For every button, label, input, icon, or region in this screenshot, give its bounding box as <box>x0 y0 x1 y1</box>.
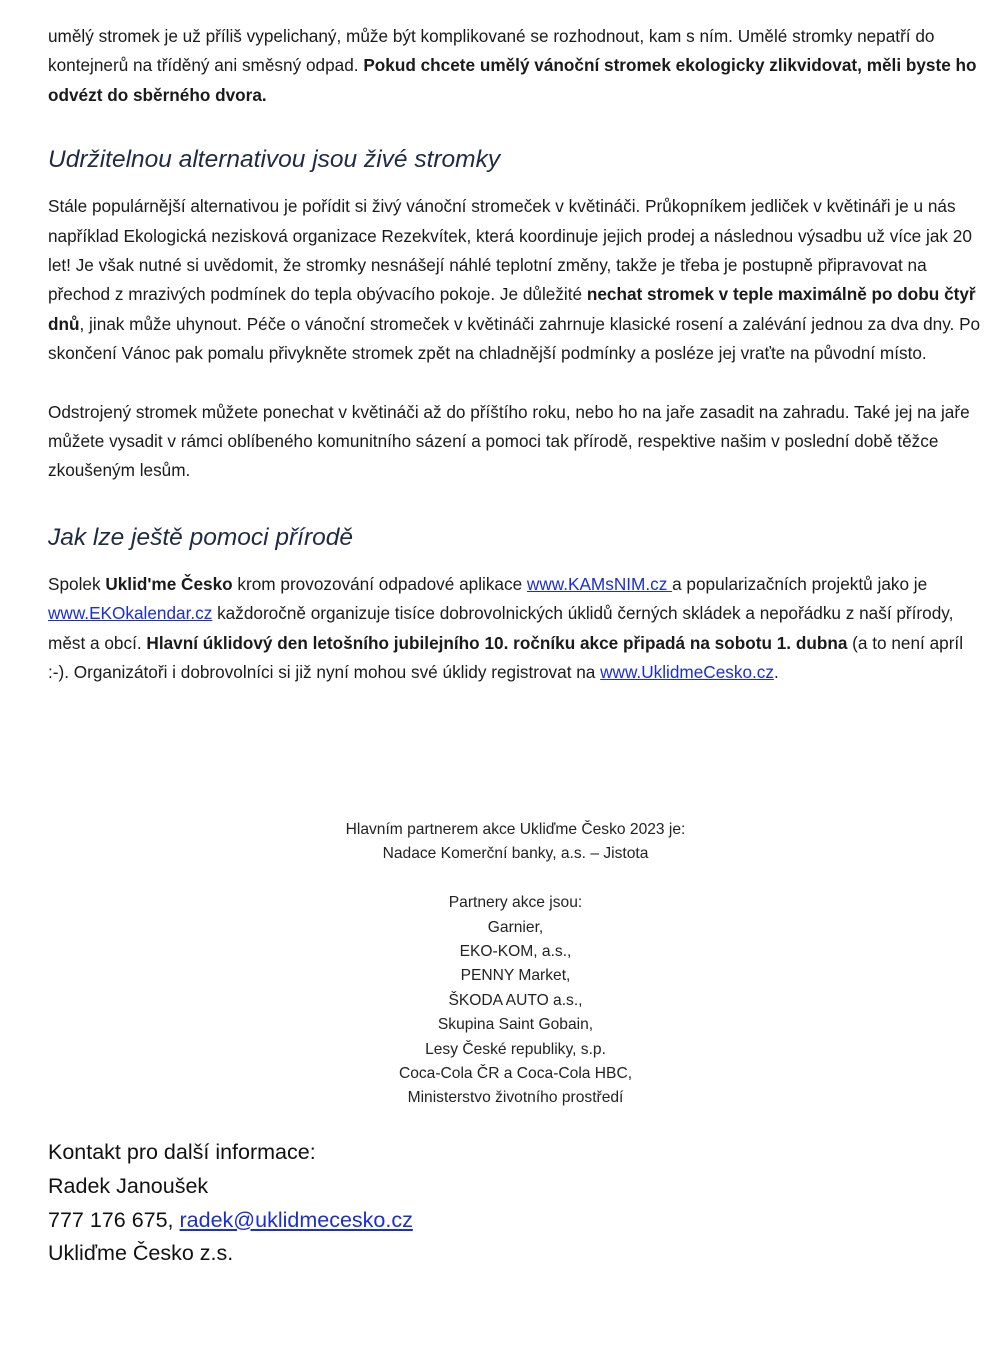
contact-phone: 777 176 675, <box>48 1207 180 1232</box>
partner-item: PENNY Market, <box>460 967 571 985</box>
help-text-1: Spolek <box>48 573 106 594</box>
partner-item: ŠKODA AUTO a.s., <box>448 991 583 1009</box>
article <box>48 22 983 688</box>
partner-item: EKO-KOM, a.s., <box>459 943 572 961</box>
contact-title: Kontakt pro další informace: <box>48 1140 316 1164</box>
live-trees-bold-text: nechat stromek v teple maximálně po dobu čtyř dnů <box>48 284 976 334</box>
ekokalendar-link[interactable]: www.EKOkalendar.cz <box>48 603 213 624</box>
uklidmecesko-link[interactable]: www.UklidmeCesko.cz <box>600 662 774 683</box>
kamsnim-link[interactable]: www.KAMsNIM.cz <box>526 573 673 594</box>
contact-email-link[interactable]: radek@uklidmecesko.cz <box>179 1207 413 1232</box>
spacer <box>0 867 992 891</box>
partner-item: Coca-Cola ČR a Coca-Cola HBC, <box>398 1065 633 1083</box>
partner-item: Skupina Saint Gobain, <box>437 1016 594 1034</box>
live-trees-text-1: Stále populárnější alternativou je pořídit si živý vánoční stromeček v květináči. Průkopníkem jedliček v květináři je u nás například Ekologická nezisková organizace Rezekvítek, která koordinuje jejich prodej a následnou výsadbu už více jak 20 let! Je však nutné si uvědomit, že stromky nesnášejí náhlé teplotní změny, takže je třeba je postupně připravovat na přechod z mrazivých podmínek do tepla obývacího pokoje. Je důležité <box>48 196 972 305</box>
cleanup-day-bold: Hlavní úklidový den letošního jubilejního 10. ročníku akce připadá na sobotu 1. dubna <box>146 632 848 653</box>
main-partner-line-1: Hlavním partnerem akce Ukliďme Česko 2023 je: <box>345 821 686 838</box>
contact-name: Radek Janoušek <box>48 1173 209 1198</box>
section-heading-live-trees: Udržitelnou alternativou jsou živé stromky <box>48 146 501 174</box>
intro-bold-text: Pokud chcete umělý vánoční stromek ekologicky zlikvidovat, měli byste ho odvézt do sběrného dvora. <box>48 55 977 105</box>
main-partner-line-2: Nadace Komerční banky, a.s. – Jistota <box>382 845 649 863</box>
contact-block <box>48 1136 413 1271</box>
help-text-5: (a to není apríl :-). Organizátoři i dobrovolníci si již nyní mohou své úklidy registrovat na <box>48 632 964 683</box>
partner-item: Lesy České republiky, s.p. <box>425 1040 606 1058</box>
contact-organization: Ukliďme Česko z.s. <box>48 1241 234 1266</box>
section-heading-help-nature: Jak lze ještě pomoci přírodě <box>48 523 354 551</box>
partner-item: Garnier, <box>487 918 544 936</box>
partners-block <box>0 818 992 1111</box>
partner-item: Ministerstvo životního prostředí <box>407 1089 624 1107</box>
undecorated-tree-paragraph: Odstrojený stromek můžete ponechat v květináči až do příštího roku, nebo ho na jaře zasadit na zahradu. Také jej na jaře můžete vysadit v rámci oblíbeného komunitního sázení a pomoci tak přírodě, respektive našim v poslední době těžce zkoušeným lesům. <box>48 401 970 481</box>
org-name-bold: Uklid'me Česko <box>105 573 233 594</box>
partners-list-title: Partnery akce jsou: <box>448 894 583 912</box>
help-text-6: . <box>773 662 779 683</box>
live-trees-text-2: , jinak může uhynout. Péče o vánoční stromeček v květináči zahrnuje klasické rosení a zalévání jednou za dva dny. Po skončení Vánoc pak pomalu přivykněte stromek zpět na chladnější podmínky a posléze jej vraťte na původní místo. <box>48 313 981 364</box>
help-text-2: krom provozování odpadové aplikace <box>232 573 527 594</box>
help-text-3: a popularizačních projektů jako je <box>672 573 928 594</box>
intro-paragraph <box>48 22 983 110</box>
live-trees-paragraph <box>48 192 983 368</box>
intro-text: umělý stromek je už příliš vypelichaný, může být komplikované se rozhodnout, kam s ním. Umělé stromky nepatří do kontejnerů na tříděný ani směsný odpad. <box>48 26 935 76</box>
contact-phone-email-line <box>48 1204 413 1238</box>
help-nature-paragraph <box>48 570 983 688</box>
help-text-4: každoročně organizuje tisíce dobrovolnických úklidů černých skládek a nepořádku z naší přírody, měst a obcí. <box>48 603 954 653</box>
